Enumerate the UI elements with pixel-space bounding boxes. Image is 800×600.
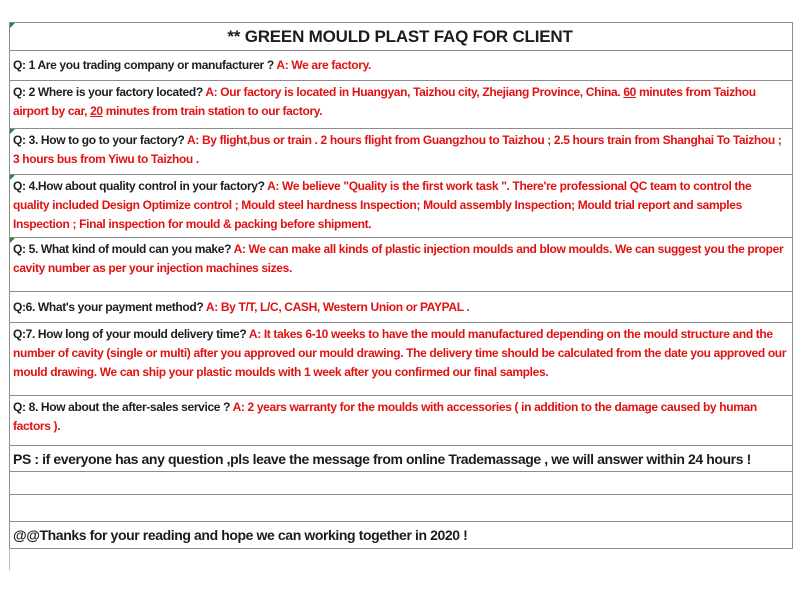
answer-text: A: 2 years warranty for the moulds with accessories ( in addition to the damage caused by human factors ). — [13, 400, 757, 433]
faq-row-q3 — [10, 129, 792, 175]
faq-row-q4 — [10, 175, 792, 238]
faq-row-q1 — [10, 51, 792, 81]
question-text: Q: 5. What kind of mould can you make? — [13, 242, 234, 256]
answer-underlined-number: 20 — [90, 104, 103, 118]
answer-text: A: Our factory is located in Huangyan, Taizhou city, Zhejiang Province, China. — [205, 85, 624, 99]
answer-text: minutes from train station to our factory. — [102, 104, 323, 118]
empty-row — [10, 495, 792, 522]
question-text: Q: 3. How to go to your factory? — [13, 133, 188, 147]
faq-row-q6 — [10, 292, 792, 323]
faq-row-q8 — [10, 396, 792, 446]
thanks-note-text: @@Thanks for your reading and hope we can working together in 2020 ! — [13, 527, 468, 543]
faq-row-thanks — [10, 522, 792, 548]
question-text: Q:7. How long of your mould delivery time? — [13, 327, 249, 341]
cell-error-marker-icon — [10, 129, 15, 134]
answer-underlined-number: 60 — [623, 85, 636, 99]
answer-text: A: By flight,bus or train . 2 hours flight from Guangzhou to Taizhou ; 2.5 hours train from Shanghai To Taizhou ; 3 hours bus from Yiwu to Taizhou . — [13, 133, 782, 166]
answer-text: A: We can make all kinds of plastic injection moulds and blow moulds. We can suggest you the proper cavity number as per your injection machines sizes. — [13, 242, 784, 275]
ps-note-text: PS : if everyone has any question ,pls leave the message from online Trademassage , we will answer within 24 hours ! — [13, 450, 751, 467]
answer-text: A: By T/T, L/C, CASH, Western Union or PAYPAL . — [205, 299, 470, 314]
faq-title-row — [10, 23, 792, 51]
empty-row — [10, 472, 792, 495]
faq-row-ps — [10, 446, 792, 472]
gridline-tail — [9, 548, 10, 570]
cell-error-marker-icon — [10, 238, 15, 243]
answer-text: minutes from Taizhou airport by car, — [13, 85, 756, 118]
answer-text: A: We are factory. — [276, 58, 372, 72]
faq-row-q5 — [10, 238, 792, 292]
faq-row-q7 — [10, 323, 792, 396]
faq-sheet — [9, 22, 793, 549]
page-title: ** GREEN MOULD PLAST FAQ FOR CLIENT — [227, 26, 573, 46]
question-text: Q: 1 Are you trading company or manufacturer ? — [13, 58, 277, 72]
answer-text: A: It takes 6-10 weeks to have the mould manufactured depending on the mould structure and the number of cavity (single or multi) after you approved our mould drawing. The delivery time should be calculated from the date you approved our mould drawing. We can ship your plastic moulds with 1 week after you confirmed our final samples. — [13, 327, 787, 379]
question-text: Q:6. What's your payment method? — [13, 299, 206, 314]
faq-row-q2 — [10, 81, 792, 129]
question-text: Q: 8. How about the after-sales service ? — [13, 400, 233, 414]
answer-text: A: We believe "Quality is the first work task ". There're professional QC team to control the quality included Design Optimize control ; Mould steel hardness Inspection; Mould assembly Inspection; Mould trial report and samples Inspection ; Final inspection for mould & packing before shipment. — [13, 179, 752, 231]
question-text: Q: 4.How about quality control in your factory? — [13, 179, 268, 193]
question-text: Q: 2 Where is your factory located? — [13, 85, 206, 99]
cell-error-marker-icon — [10, 175, 15, 180]
cell-error-marker-icon — [10, 23, 15, 28]
